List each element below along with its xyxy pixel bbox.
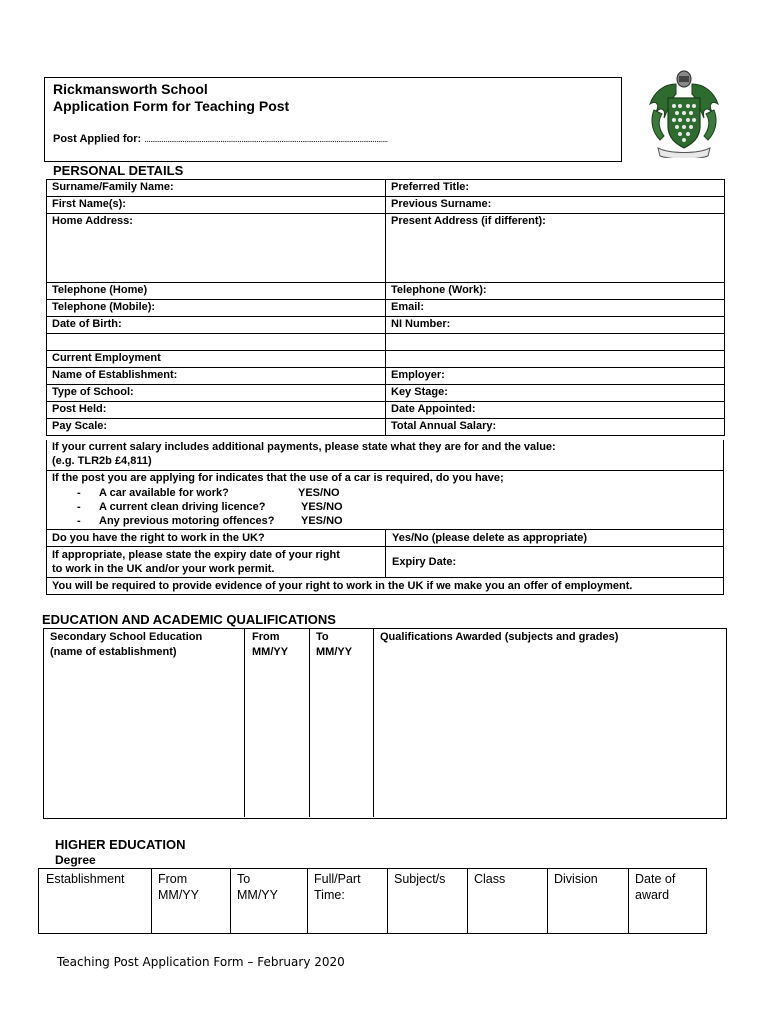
higher-education-col-divider [628, 869, 629, 933]
to-header-2: MM/YY [316, 646, 353, 658]
higher-education-column-header[interactable] [46, 871, 125, 887]
personal-details-cell[interactable]: Name of Establishment: [47, 368, 386, 385]
to-date-field[interactable] [311, 661, 371, 815]
personal-details-row [47, 317, 725, 334]
car-item-text: A current clean driving licence? [99, 501, 266, 513]
higher-education-heading: HIGHER EDUCATION [55, 837, 186, 852]
evidence-note: You will be required to provide evidence of your right to work in the UK if we make you an offer of employment. [52, 580, 633, 592]
salary-note-row[interactable] [46, 440, 724, 471]
footer-text: Teaching Post Application Form – February 2020 [57, 955, 345, 969]
car-question-row [46, 470, 724, 530]
column-header-line-1: Division [554, 872, 598, 886]
personal-details-row [47, 197, 725, 214]
higher-education-col-divider [467, 869, 468, 933]
personal-details-table [46, 179, 725, 436]
higher-education-col-divider [230, 869, 231, 933]
personal-details-row [47, 180, 725, 197]
personal-details-cell[interactable]: Surname/Family Name: [47, 180, 386, 197]
divider [385, 546, 386, 578]
car-item-answer[interactable]: YES/NO [301, 501, 343, 513]
expiry-date-field[interactable]: Expiry Date: [392, 556, 457, 568]
personal-details-row [47, 214, 725, 283]
column-header-line-1: To [237, 872, 251, 886]
car-item-dash: - [77, 515, 81, 527]
post-applied-field[interactable]: ................................................................................................................................ [144, 134, 388, 144]
higher-education-column-header[interactable] [314, 871, 361, 903]
crest-shield [668, 98, 700, 148]
personal-details-row [47, 368, 725, 385]
qualifications-field[interactable] [375, 661, 723, 815]
from-header-1: From [252, 631, 280, 643]
car-item-text: A car available for work? [99, 487, 229, 499]
higher-education-col-divider [307, 869, 308, 933]
personal-details-row [47, 334, 725, 351]
crest-helmet [677, 71, 691, 87]
higher-education-column-header[interactable] [474, 871, 505, 887]
education-col-divider [244, 629, 245, 817]
expiry-row [46, 546, 724, 578]
personal-details-cell[interactable]: Home Address: [47, 214, 386, 283]
column-header-line-2: MM/YY [158, 888, 199, 902]
school-name-header-1: Secondary School Education [50, 631, 203, 643]
degree-subheading: Degree [55, 853, 96, 867]
education-col-divider [309, 629, 310, 817]
column-header-line-1: Class [474, 872, 506, 886]
crest-motto-scroll [658, 148, 710, 158]
personal-details-cell[interactable]: Pay Scale: [47, 419, 386, 436]
personal-details-cell[interactable]: Telephone (Mobile): [47, 300, 386, 317]
personal-details-cell[interactable]: Preferred Title: [386, 180, 725, 197]
personal-details-cell[interactable]: Post Held: [47, 402, 386, 419]
school-name-field[interactable] [46, 661, 242, 815]
personal-details-cell[interactable]: Previous Surname: [386, 197, 725, 214]
personal-details-cell[interactable]: Email: [386, 300, 725, 317]
right-to-work-question: Do you have the right to work in the UK? [52, 532, 265, 544]
header-box [44, 77, 622, 162]
personal-details-cell[interactable] [386, 334, 725, 351]
salary-note-line-2: (e.g. TLR2b £4,811) [52, 455, 152, 467]
car-item-answer[interactable]: YES/NO [301, 515, 343, 527]
personal-details-cell[interactable]: NI Number: [386, 317, 725, 334]
personal-details-cell[interactable] [386, 351, 725, 368]
from-header-2: MM/YY [252, 646, 289, 658]
expiry-question-line-1: If appropriate, please state the expiry date of your right [52, 549, 340, 561]
higher-education-column-header[interactable] [237, 871, 278, 903]
personal-details-cell[interactable] [47, 334, 386, 351]
personal-details-cell[interactable]: Telephone (Work): [386, 283, 725, 300]
car-item-dash: - [77, 501, 81, 513]
education-heading: EDUCATION AND ACADEMIC QUALIFICATIONS [42, 612, 336, 627]
higher-education-column-header[interactable] [635, 871, 675, 903]
post-applied-label: Post Applied for: ................................................................................................................................ [53, 133, 388, 145]
higher-education-col-divider [547, 869, 548, 933]
personal-details-cell[interactable]: Date of Birth: [47, 317, 386, 334]
right-to-work-row [46, 529, 724, 547]
personal-details-row [47, 419, 725, 436]
higher-education-column-header[interactable] [158, 871, 199, 903]
personal-details-cell[interactable]: First Name(s): [47, 197, 386, 214]
personal-details-row [47, 283, 725, 300]
evidence-note-row [46, 577, 724, 595]
car-question: If the post you are applying for indicates that the use of a car is required, do you have; [52, 472, 504, 484]
personal-details-cell[interactable]: Type of School: [47, 385, 386, 402]
school-name: Rickmansworth School [53, 81, 208, 97]
education-table [43, 628, 727, 819]
column-header-line-1: Subject/s [394, 872, 446, 886]
school-crest [646, 70, 722, 158]
car-item-dash: - [77, 487, 81, 499]
car-item-text: Any previous motoring offences? [99, 515, 275, 527]
column-header-line-1: Date of [635, 872, 676, 886]
school-name-header-2: (name of establishment) [50, 646, 177, 658]
personal-details-row [47, 351, 725, 368]
salary-note-line-1: If your current salary includes additional payments, please state what they are for and the value: [52, 441, 556, 453]
column-header-line-2: award [635, 888, 670, 902]
higher-education-column-header[interactable] [394, 871, 445, 887]
personal-details-heading: PERSONAL DETAILS [53, 163, 184, 178]
personal-details-row [47, 402, 725, 419]
form-title: Application Form for Teaching Post [53, 98, 290, 114]
higher-education-col-divider [387, 869, 388, 933]
personal-details-cell[interactable]: Present Address (if different): [386, 214, 725, 283]
higher-education-table [38, 868, 707, 934]
higher-education-column-header[interactable] [554, 871, 598, 887]
personal-details-row [47, 385, 725, 402]
higher-education-col-divider [151, 869, 152, 933]
personal-details-cell[interactable]: Employer: [386, 368, 725, 385]
personal-details-cell[interactable]: Total Annual Salary: [386, 419, 725, 436]
qualifications-header: Qualifications Awarded (subjects and grades) [380, 631, 619, 643]
column-header-line-2: MM/YY [237, 888, 278, 902]
education-col-divider [373, 629, 374, 817]
column-header-line-1: Full/Part [314, 872, 361, 886]
expiry-question-line-2: to work in the UK and/or your work permit. [52, 563, 275, 575]
to-header-1: To [316, 631, 329, 643]
column-header-line-1: From [158, 872, 188, 886]
personal-details-cell[interactable]: Telephone (Home) [47, 283, 386, 300]
column-header-line-2: Time: [314, 888, 345, 902]
column-header-line-1: Establishment [46, 872, 125, 886]
personal-details-row [47, 300, 725, 317]
divider [385, 529, 386, 547]
right-to-work-answer[interactable]: Yes/No (please delete as appropriate) [392, 532, 588, 544]
car-item-answer[interactable]: YES/NO [298, 487, 340, 499]
personal-details-cell[interactable]: Date Appointed: [386, 402, 725, 419]
personal-details-cell[interactable]: Current Employment [47, 351, 386, 368]
from-date-field[interactable] [246, 661, 307, 815]
personal-details-cell[interactable]: Key Stage: [386, 385, 725, 402]
